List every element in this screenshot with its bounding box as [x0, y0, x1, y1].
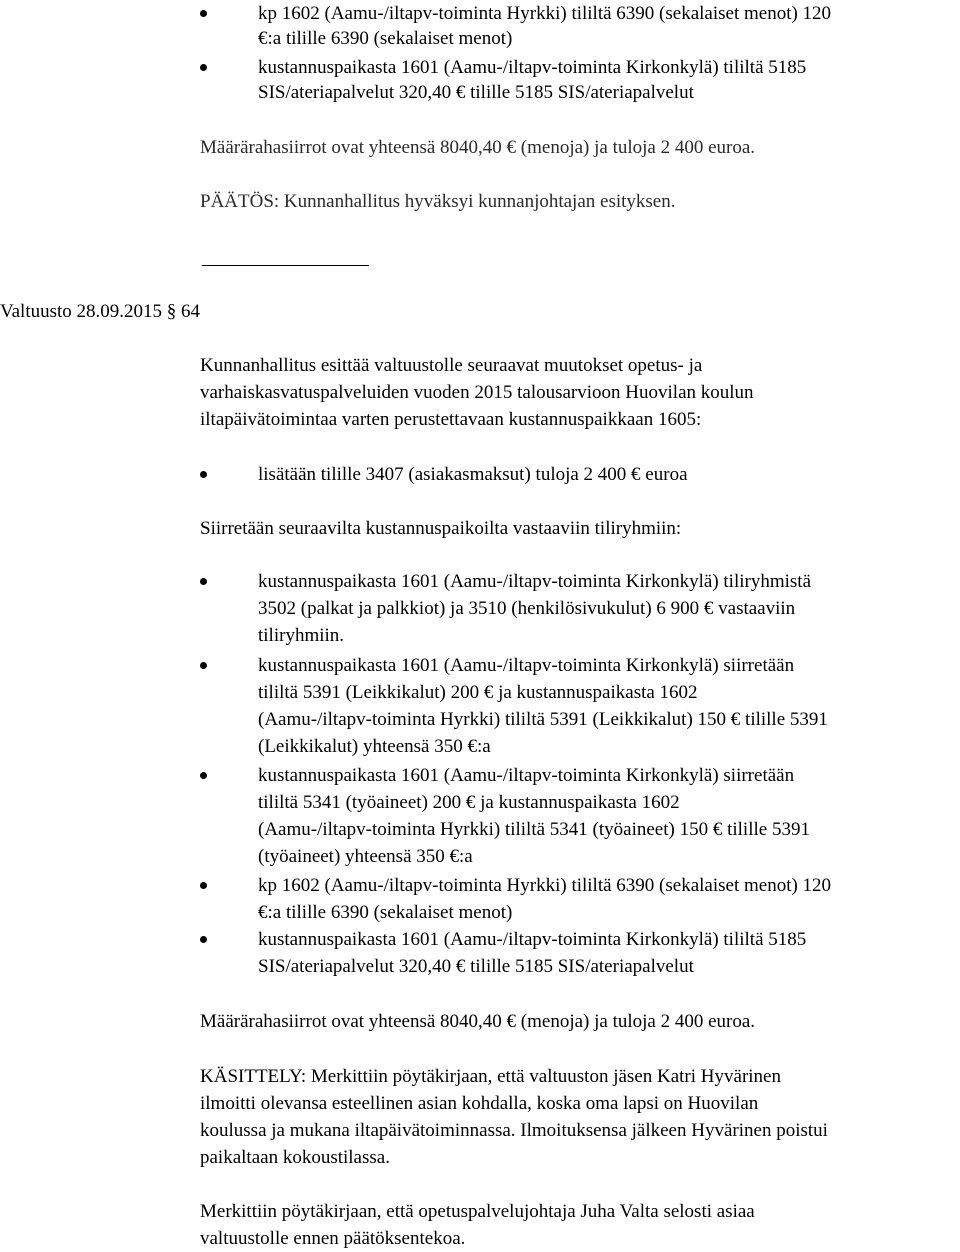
list-item-line: tililtä 5341 (työaineet) 200 € ja kustannuspaikasta 1602	[258, 792, 680, 813]
intro-line: Kunnanhallitus esittää valtuustolle seuraavat muutokset opetus- ja	[200, 355, 703, 376]
list-item-line: (Aamu-/iltapv-toiminta Hyrkki) tililtä 5391 (Leikkikalut) 150 € tilille 5391	[258, 709, 828, 730]
list-item-line: tililtä 5391 (Leikkikalut) 200 € ja kustannuspaikasta 1602	[258, 682, 698, 703]
bullet-icon	[200, 10, 207, 17]
list-item-line: tiliryhmiin.	[258, 625, 345, 646]
list-item-line: (Aamu-/iltapv-toiminta Hyrkki) tililtä 5341 (työaineet) 150 € tilille 5391	[258, 819, 810, 840]
note-line: valtuustolle ennen päätöksentekoa.	[200, 1228, 466, 1249]
handling-line: KÄSITTELY: Merkittiin pöytäkirjaan, että valtuuston jäsen Katri Hyvärinen	[200, 1066, 781, 1087]
list-item-line: €:a tilille 6390 (sekalaiset menot)	[258, 902, 513, 923]
appropriation-total: Määrärahasiirrot ovat yhteensä 8040,40 € (menoja) ja tuloja 2 400 euroa.	[200, 1011, 756, 1032]
appropriation-total: Määrärahasiirrot ovat yhteensä 8040,40 € (menoja) ja tuloja 2 400 euroa.	[200, 137, 756, 158]
bullet-icon	[200, 471, 207, 478]
bullet-icon	[200, 772, 207, 779]
note-line: Merkittiin pöytäkirjaan, että opetuspalvelujohtaja Juha Valta selosti asiaa	[200, 1201, 755, 1222]
handling-line: ilmoitti olevansa esteellinen asian kohdalla, koska oma lapsi on Huovilan	[200, 1093, 759, 1114]
list-item-line: kp 1602 (Aamu-/iltapv-toiminta Hyrkki) tililtä 6390 (sekalaiset menot) 120	[258, 3, 832, 24]
list-item-line: kustannuspaikasta 1601 (Aamu-/iltapv-toiminta Kirkonkylä) siirretään	[258, 655, 795, 676]
list-item-line: (Leikkikalut) yhteensä 350 €:a	[258, 736, 491, 757]
separator-line	[202, 265, 369, 266]
list-item-line: €:a tilille 6390 (sekalaiset menot)	[258, 28, 513, 49]
add-item: lisätään tilille 3407 (asiakasmaksut) tuloja 2 400 € euroa	[258, 464, 688, 485]
handling-line: koulussa ja mukana iltapäivätoiminnassa. Ilmoituksensa jälkeen Hyvärinen poistui	[200, 1120, 828, 1141]
list-item-line: SIS/ateriapalvelut 320,40 € tilille 5185 SIS/ateriapalvelut	[258, 82, 694, 103]
bullet-icon	[200, 882, 207, 889]
bullet-icon	[200, 64, 207, 71]
list-item-line: kustannuspaikasta 1601 (Aamu-/iltapv-toiminta Kirkonkylä) tiliryhmistä	[258, 571, 812, 592]
list-item-line: kustannuspaikasta 1601 (Aamu-/iltapv-toiminta Kirkonkylä) tililtä 5185	[258, 929, 807, 950]
transfer-intro: Siirretään seuraavilta kustannuspaikoilta vastaaviin tiliryhmiin:	[200, 518, 682, 539]
list-item-line: kustannuspaikasta 1601 (Aamu-/iltapv-toiminta Kirkonkylä) tililtä 5185	[258, 57, 807, 78]
handling-line: paikaltaan kokoustilassa.	[200, 1147, 390, 1168]
bullet-icon	[200, 936, 207, 943]
list-item-line: SIS/ateriapalvelut 320,40 € tilille 5185 SIS/ateriapalvelut	[258, 956, 694, 977]
intro-line: varhaiskasvatuspalveluiden vuoden 2015 talousarvioon Huovilan koulun	[200, 382, 754, 403]
section-header: Valtuusto 28.09.2015 § 64	[0, 301, 201, 322]
bullet-icon	[200, 662, 207, 669]
list-item-line: kustannuspaikasta 1601 (Aamu-/iltapv-toiminta Kirkonkylä) siirretään	[258, 765, 795, 786]
bullet-icon	[200, 578, 207, 585]
list-item-line: (työaineet) yhteensä 350 €:a	[258, 846, 473, 867]
decision-text: PÄÄTÖS: Kunnanhallitus hyväksyi kunnanjohtajan esityksen.	[200, 191, 676, 212]
list-item-line: 3502 (palkat ja palkkiot) ja 3510 (henkilösivukulut) 6 900 € vastaaviin	[258, 598, 796, 619]
intro-line: iltapäivätoimintaa varten perustettavaan kustannuspaikkaan 1605:	[200, 409, 702, 430]
list-item-line: kp 1602 (Aamu-/iltapv-toiminta Hyrkki) tililtä 6390 (sekalaiset menot) 120	[258, 875, 832, 896]
